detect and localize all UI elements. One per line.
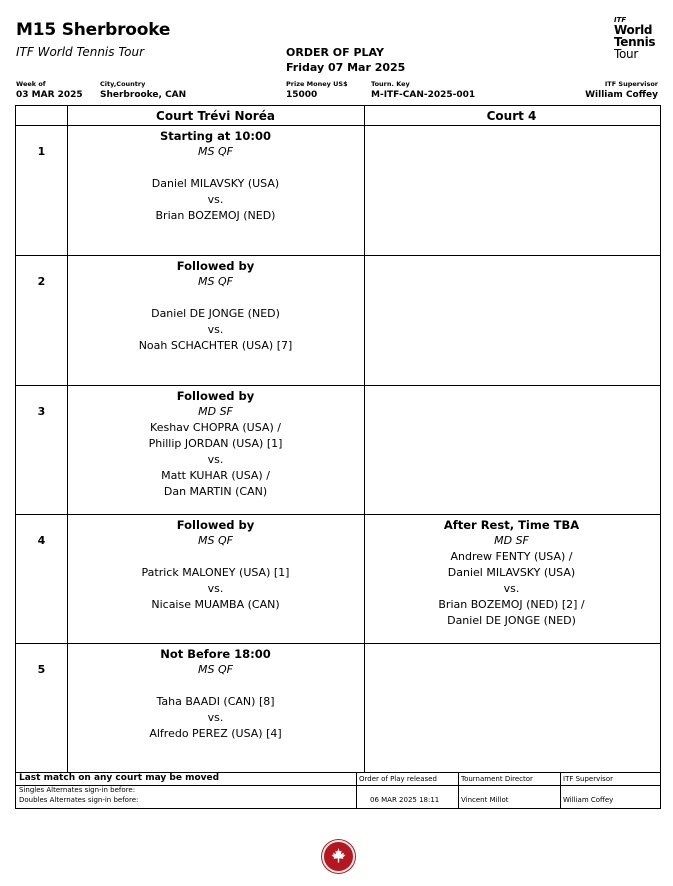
match-round: MS QF [198, 275, 233, 288]
match-time-heading: Starting at 10:00 [160, 129, 271, 143]
meta-supervisor [585, 80, 658, 101]
versus-label: vs. [207, 323, 224, 336]
match-time-heading: Followed by [176, 259, 255, 273]
court-header-1: Court Trévi Noréa [156, 109, 275, 123]
footer-table [15, 772, 661, 809]
player-name: Nicaise MUAMBA (CAN) [151, 598, 280, 611]
logo-line-tour: Tour [614, 47, 638, 61]
doubles-alternates-note: Doubles Alternates sign-in before: [19, 796, 139, 804]
player-name: Keshav CHOPRA (USA) / [150, 421, 281, 434]
match-cell-court-2 [364, 515, 659, 643]
tournament-title: M15 Sherbrooke [16, 20, 171, 40]
player-name: Taha BAADI (CAN) [8] [156, 695, 275, 708]
singles-alternates-note: Singles Alternates sign-in before: [19, 786, 136, 794]
match-cell-court-1 [67, 644, 364, 771]
player-name: Noah SCHACHTER (USA) [7] [138, 339, 293, 352]
order-of-play-date: Friday 07 Mar 2025 [286, 61, 406, 74]
match-time-heading: Not Before 18:00 [160, 647, 271, 661]
footer-divider [16, 785, 660, 786]
meta-week [16, 80, 83, 101]
spacer [67, 160, 364, 176]
tourn-key-label: Tourn. Key [371, 80, 410, 88]
match-cell-court-2 [364, 126, 659, 255]
match-round: MS QF [198, 534, 233, 547]
meta-city [100, 80, 186, 101]
spacer [67, 549, 364, 565]
supervisor-label: ITF Supervisor [604, 80, 658, 88]
footer-divider [356, 773, 357, 808]
footer-supervisor-label: ITF Supervisor [563, 775, 613, 783]
player-name: Andrew FENTY (USA) / [450, 550, 573, 563]
order-of-play-label: ORDER OF PLAY [286, 46, 384, 59]
match-cell-court-1 [67, 126, 364, 255]
match-cell-court-1 [67, 515, 364, 643]
match-time-heading: After Rest, Time TBA [443, 518, 580, 532]
player-name: Brian BOZEMOJ (NED) [2] / [438, 598, 585, 611]
player-name: Matt KUHAR (USA) / [161, 469, 270, 482]
versus-label: vs. [207, 193, 224, 206]
spacer [67, 290, 364, 306]
player-name: Daniel MILAVSKY (USA) [151, 177, 280, 190]
player-name: Daniel DE JONGE (NED) [447, 614, 576, 627]
match-round: MD SF [198, 405, 233, 418]
court-header-row [16, 106, 660, 126]
match-number: 4 [37, 534, 46, 547]
match-round: MS QF [198, 663, 233, 676]
tennis-canada-logo [322, 840, 355, 873]
match-number: 1 [37, 145, 46, 158]
footer-divider [458, 773, 459, 808]
match-cell-court-2 [364, 386, 659, 514]
match-row [16, 515, 660, 644]
player-name: Phillip JORDAN (USA) [1] [148, 437, 283, 450]
match-cell-court-2 [364, 256, 659, 385]
versus-label: vs. [207, 453, 224, 466]
match-time-heading: Followed by [176, 389, 255, 403]
player-name: Daniel DE JONGE (NED) [151, 307, 280, 320]
player-name: Alfredo PEREZ (USA) [4] [149, 727, 282, 740]
versus-label: vs. [207, 711, 224, 724]
released-value: 06 MAR 2025 18:11 [370, 796, 440, 804]
match-cell-court-1 [67, 386, 364, 514]
match-number: 2 [37, 275, 46, 288]
released-label: Order of Play released [359, 775, 437, 783]
city-label: City,Country [100, 80, 146, 88]
player-name: Daniel MILAVSKY (USA) [447, 566, 576, 579]
prize-value: 15000 [286, 90, 318, 100]
footer-divider [560, 773, 561, 808]
last-match-note: Last match on any court may be moved [19, 773, 220, 783]
city-value: Sherbrooke, CAN [100, 90, 187, 100]
match-cell-court-2 [364, 644, 659, 771]
order-of-play-heading [286, 45, 405, 75]
prize-label: Prize Money US$ [286, 80, 348, 88]
meta-tourn-key [371, 80, 475, 101]
versus-label: vs. [207, 582, 224, 595]
supervisor-value: William Coffey [585, 90, 658, 100]
match-number: 3 [37, 405, 46, 418]
spacer [67, 678, 364, 694]
court-header-2: Court 4 [486, 109, 537, 123]
match-number: 5 [37, 663, 46, 676]
match-row [16, 386, 660, 515]
week-value: 03 MAR 2025 [16, 90, 83, 100]
director-label: Tournament Director [461, 775, 533, 783]
match-cell-court-1 [67, 256, 364, 385]
match-time-heading: Followed by [176, 518, 255, 532]
logo-itf-text: ITF [614, 16, 627, 24]
logo-line-world: World [614, 23, 653, 37]
match-round: MS QF [198, 145, 233, 158]
week-label: Week of [16, 80, 46, 88]
meta-prize [286, 80, 348, 101]
maple-leaf-icon [324, 842, 353, 871]
match-row [16, 256, 660, 386]
player-name: Patrick MALONEY (USA) [1] [141, 566, 290, 579]
order-of-play-table [15, 105, 661, 773]
versus-label: vs. [503, 582, 520, 595]
match-row [16, 644, 660, 771]
footer-supervisor-value: William Coffey [563, 796, 614, 804]
match-round: MD SF [494, 534, 529, 547]
match-row [16, 126, 660, 256]
logo-line-tennis: Tennis [614, 35, 656, 49]
player-name: Dan MARTIN (CAN) [163, 485, 268, 498]
player-name: Brian BOZEMOJ (NED) [155, 209, 276, 222]
director-value: Vincent Millot [461, 796, 509, 804]
itf-world-tennis-tour-logo [614, 17, 664, 63]
tour-subtitle: ITF World Tennis Tour [16, 45, 145, 59]
tourn-key-value: M-ITF-CAN-2025-001 [371, 90, 476, 100]
